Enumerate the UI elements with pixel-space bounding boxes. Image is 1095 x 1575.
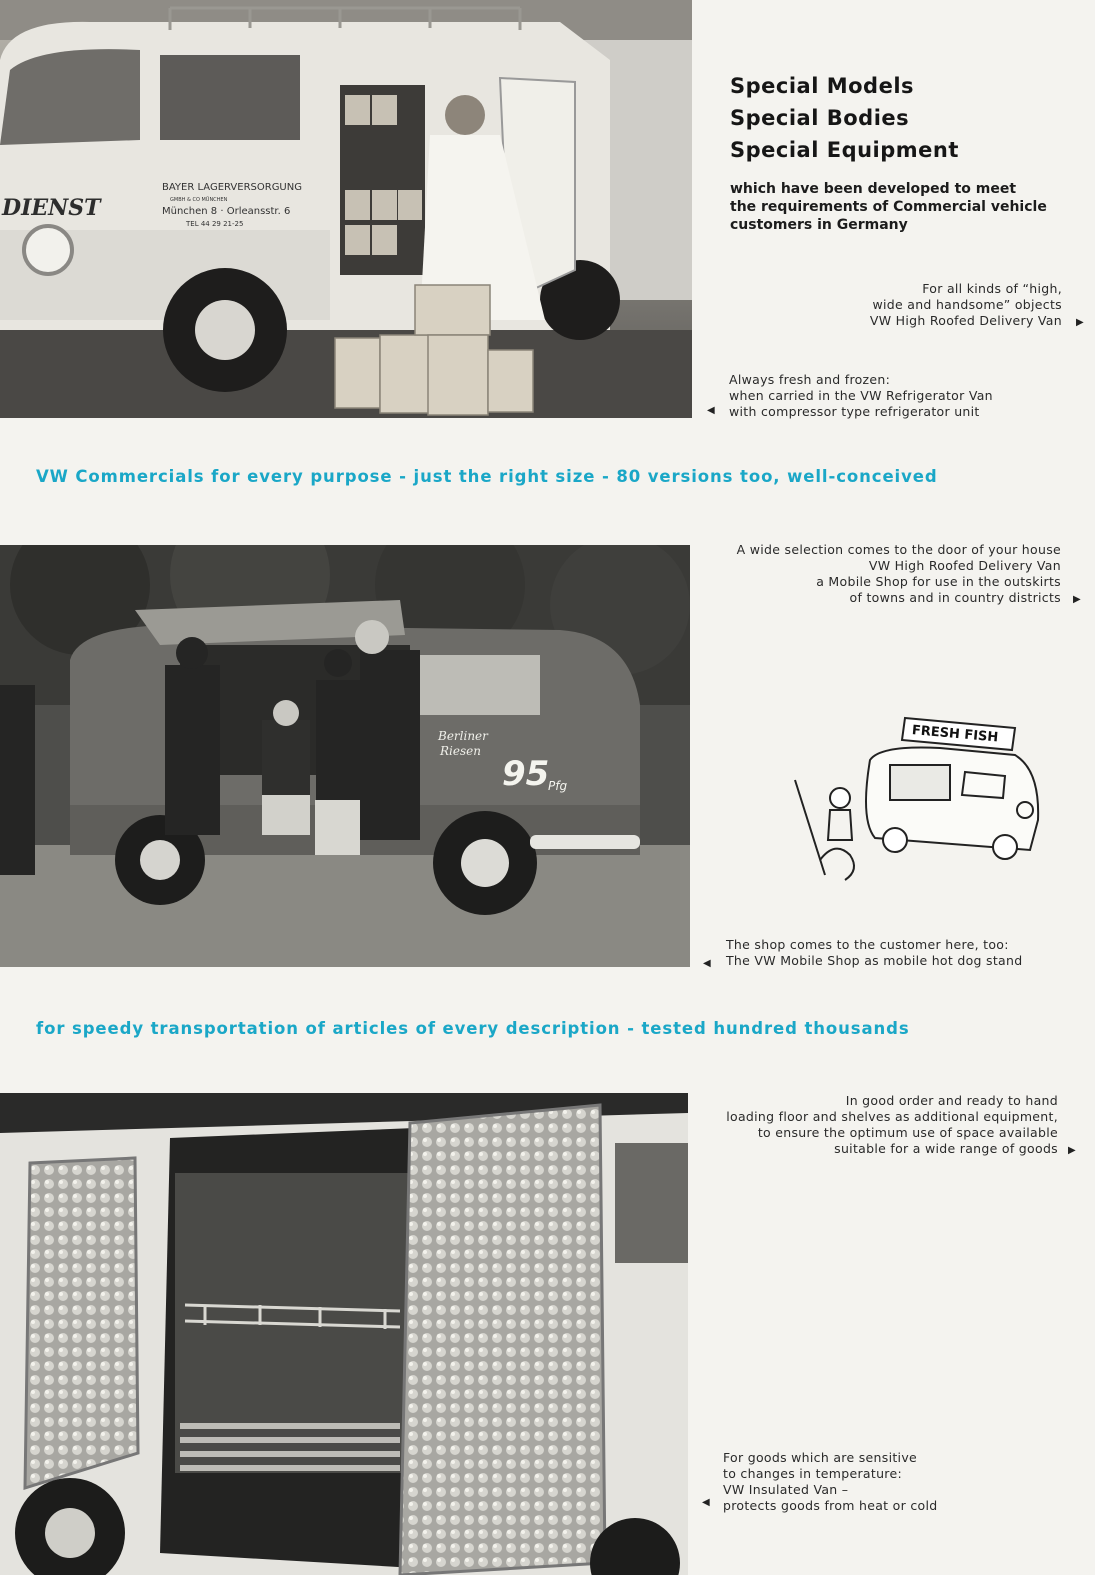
van-dienst-text: DIENST [2, 195, 101, 221]
caption-line: protects goods from heat or cold [723, 1498, 938, 1513]
triangle-left-icon: ◀ [707, 405, 715, 416]
caption-line: suitable for a wide range of goods [834, 1141, 1058, 1156]
caption-line: In good order and ready to hand [845, 1093, 1058, 1108]
triangle-left-icon: ◀ [702, 1497, 710, 1508]
triangle-right-icon: ▶ [1068, 1145, 1076, 1156]
insulated-van-photo [0, 1093, 688, 1575]
caption-line: to changes in temperature: [723, 1466, 902, 1481]
title-line-2: Special Bodies [730, 106, 910, 130]
triangle-right-icon: ▶ [1076, 317, 1084, 328]
subtitle-line-3: customers in Germany [730, 217, 908, 233]
page-title [730, 70, 959, 166]
banner-transportation: for speedy transportation of articles of every description - tested hundred thousands [36, 1019, 910, 1038]
caption-high-roofed-van [870, 281, 1062, 329]
title-line-1: Special Models [730, 74, 915, 98]
caption-hot-dog-stand [726, 937, 1022, 969]
caption-line: Always fresh and frozen: [729, 372, 891, 387]
van-sign-line4: TEL 44 29 21-25 [186, 220, 244, 228]
subtitle [730, 180, 1047, 234]
caption-line: VW High Roofed Delivery Van [869, 313, 1062, 328]
mobile-shop-photo [0, 545, 690, 967]
triangle-left-icon: ◀ [703, 958, 711, 969]
title-line-3: Special Equipment [730, 138, 959, 162]
caption-insulated-van [723, 1450, 937, 1514]
van-sign-line2: GMBH & CO MÜNCHEN [170, 197, 228, 203]
caption-mobile-shop [737, 542, 1061, 606]
caption-line: VW High Roofed Delivery Van [868, 558, 1061, 573]
banner-commercials: VW Commercials for every purpose - just the right size - 80 versions too, well-conceived [36, 467, 938, 486]
van-sign-line3: München 8 · Orleansstr. 6 [162, 206, 291, 217]
subtitle-line-1: which have been developed to meet [730, 181, 1017, 197]
refrigerator-van-photo [0, 0, 692, 418]
fresh-fish-cartoon [790, 710, 1040, 890]
shop-sign-line2: Riesen [440, 744, 481, 758]
shop-price-unit: Pfg [548, 779, 568, 793]
caption-line: VW Insulated Van – [723, 1482, 849, 1497]
caption-line: loading floor and shelves as additional equipment, [726, 1109, 1058, 1124]
caption-line: a Mobile Shop for use in the outskirts [816, 574, 1061, 589]
subtitle-line-2: the requirements of Commercial vehicle [730, 199, 1047, 215]
caption-line: For goods which are sensitive [723, 1450, 918, 1465]
caption-line: with compressor type refrigerator unit [729, 404, 980, 419]
caption-line: For all kinds of “high, [922, 281, 1062, 296]
caption-line: of towns and in country districts [849, 590, 1061, 605]
caption-line: to ensure the optimum use of space available [757, 1125, 1058, 1140]
van-sign-line1: BAYER LAGERVERSORGUNG [162, 182, 302, 193]
shop-price: 95 [502, 754, 550, 794]
caption-line: wide and handsome” objects [872, 297, 1062, 312]
caption-line: The shop comes to the customer here, too: [726, 937, 1009, 952]
caption-line: A wide selection comes to the door of your house [736, 542, 1061, 557]
cartoon-sign-text: FRESH FISH [911, 723, 999, 746]
shop-sign-line1: Berliner [438, 729, 488, 743]
caption-line: The VW Mobile Shop as mobile hot dog stand [726, 953, 1023, 968]
triangle-right-icon: ▶ [1073, 594, 1081, 605]
caption-line: when carried in the VW Refrigerator Van [729, 388, 993, 403]
caption-loading-floor [726, 1093, 1058, 1157]
caption-refrigerator-van [729, 372, 993, 420]
